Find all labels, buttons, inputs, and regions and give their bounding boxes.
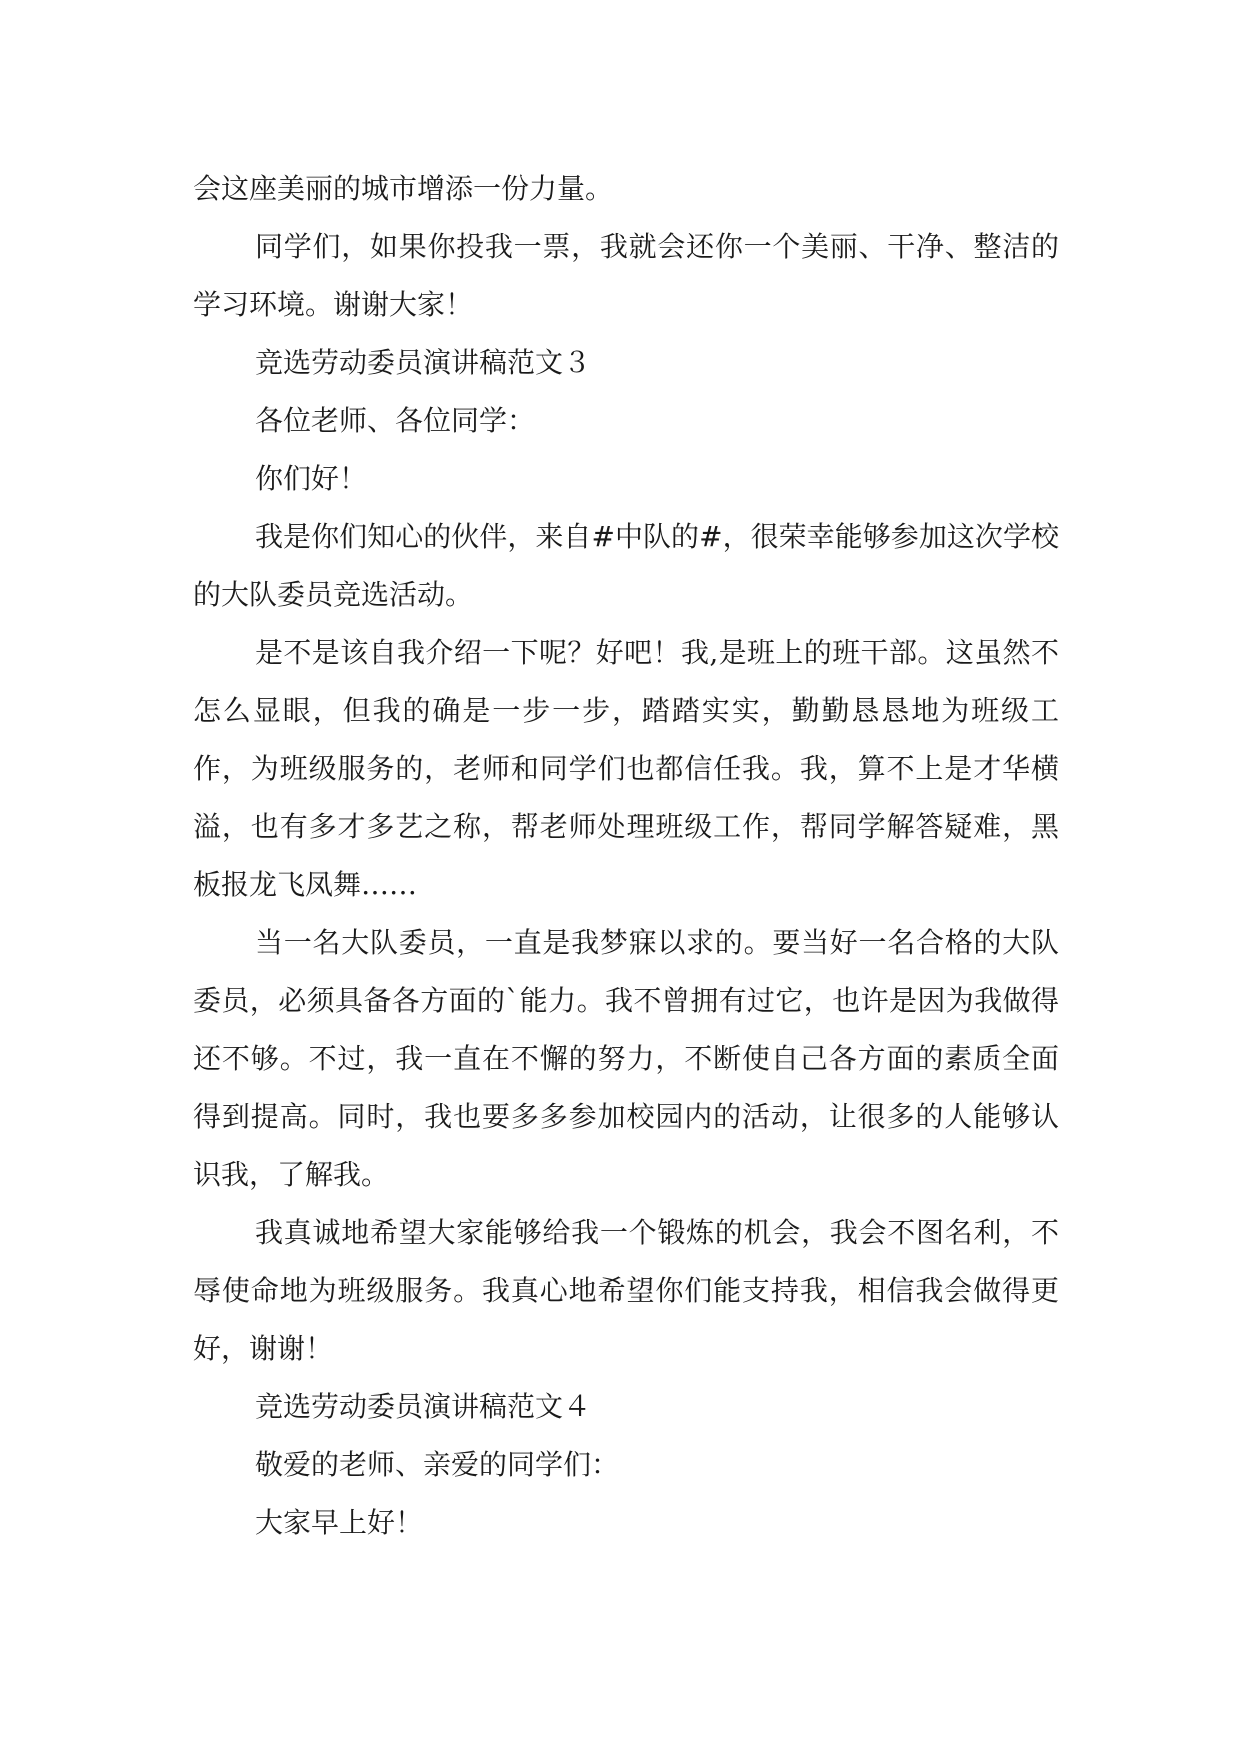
- paragraph: 同学们，如果你投我一票，我就会还你一个美丽、干净、整洁的学习环境。谢谢大家！: [193, 230, 1059, 321]
- paragraph: 我是你们知心的伙伴，来自#中队的#，很荣幸能够参加这次学校的大队委员竞选活动。: [193, 520, 1059, 611]
- greeting: 大家早上好！: [255, 1506, 424, 1539]
- document-body: [193, 160, 1059, 1552]
- paragraph: 会这座美丽的城市增添一份力量。: [193, 172, 614, 205]
- section-heading: 竞选劳动委员演讲稿范文３: [255, 346, 592, 379]
- paragraph: 当一名大队委员，一直是我梦寐以求的。要当好一名合格的大队委员，必须具备各方面的`能力。我不曾拥有过它，也许是因为我做得还不够。不过，我一直在不懈的努力，不断使自己各方面的素质全面得到提高。同时，我也要多多参加校园内的活动，让很多的人能够认识我，了解我。: [193, 926, 1059, 1191]
- section-heading: 竞选劳动委员演讲稿范文４: [255, 1390, 592, 1423]
- greeting: 你们好！: [255, 462, 368, 495]
- paragraph: 我真诚地希望大家能够给我一个锻炼的机会，我会不图名利，不辱使命地为班级服务。我真心地希望你们能支持我，相信我会做得更好，谢谢！: [193, 1216, 1059, 1365]
- paragraph: 是不是该自我介绍一下呢？好吧！我,是班上的班干部。这虽然不怎么显眼，但我的确是一步一步，踏踏实实，勤勤恳恳地为班级工作，为班级服务的，老师和同学们也都信任我。我，算不上是才华横溢，也有多才多艺之称，帮老师处理班级工作，帮同学解答疑难，黑板报龙飞凤舞……: [193, 636, 1059, 901]
- salutation: 敬爱的老师、亲爱的同学们：: [255, 1448, 620, 1481]
- salutation: 各位老师、各位同学：: [255, 404, 536, 437]
